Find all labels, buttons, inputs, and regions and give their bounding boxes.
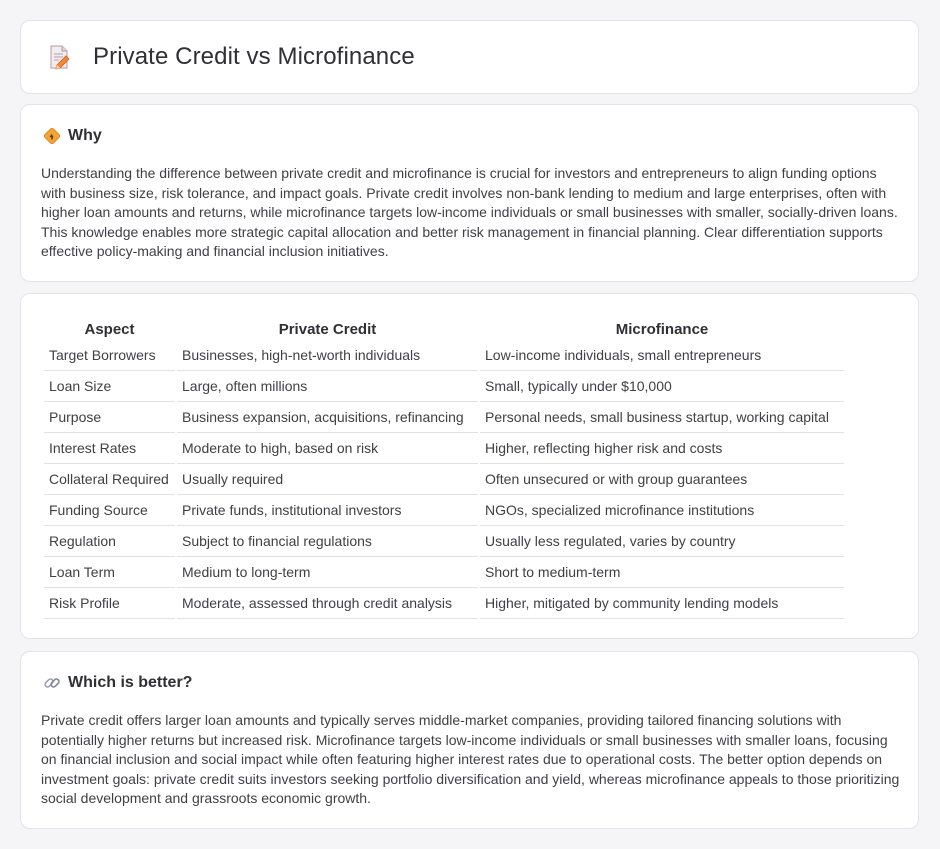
microfinance-cell: Low-income individuals, small entrepreneurs (480, 340, 844, 371)
page-title: Private Credit vs Microfinance (93, 43, 415, 70)
why-heading (43, 127, 102, 145)
column-header-aspect: Aspect (84, 321, 135, 338)
private-credit-cell: Medium to long-term (177, 557, 478, 588)
private-credit-cell: Large, often millions (177, 371, 478, 402)
private-credit-cell: Moderate to high, based on risk (177, 433, 478, 464)
microfinance-cell: Usually less regulated, varies by country (480, 526, 844, 557)
private-credit-cell: Business expansion, acquisitions, refinancing (177, 402, 478, 433)
aspect-cell: Collateral Required (44, 464, 175, 495)
private-credit-cell: Usually required (177, 464, 478, 495)
aspect-cell: Purpose (44, 402, 175, 433)
table-row (44, 402, 844, 433)
better-heading (43, 674, 192, 692)
table-row (44, 526, 844, 557)
private-credit-cell: Subject to financial regulations (177, 526, 478, 557)
aspect-cell: Target Borrowers (44, 340, 175, 371)
aspect-cell: Interest Rates (44, 433, 175, 464)
table-row (44, 371, 844, 402)
better-title: Which is better? (68, 674, 193, 691)
aspect-cell: Loan Term (44, 557, 175, 588)
header-card (20, 20, 919, 94)
which-is-better-section (20, 651, 919, 829)
microfinance-cell: Higher, reflecting higher risk and costs (480, 433, 844, 464)
table-row (44, 464, 844, 495)
why-title: Why (68, 127, 102, 144)
comparison-section (20, 293, 919, 639)
why-section (20, 104, 919, 282)
table-row (44, 557, 844, 588)
comparison-table (42, 316, 846, 619)
microfinance-cell: Small, typically under $10,000 (480, 371, 844, 402)
private-credit-cell: Businesses, high-net-worth individuals (177, 340, 478, 371)
microfinance-cell: Higher, mitigated by community lending models (480, 588, 844, 619)
table-row (44, 588, 844, 619)
microfinance-cell: Personal needs, small business startup, working capital (480, 402, 844, 433)
aspect-cell: Risk Profile (44, 588, 175, 619)
why-body: Understanding the difference between private credit and microfinance is crucial for investors and entrepreneurs to align funding options with business size, risk tolerance, and impact goals. Private credit involves non-bank lending to medium and large enterprises, often with higher loan amounts and returns, while microfinance targets low-income individuals or small businesses with smaller, socially-driven loans. This knowledge enables more strategic capital allocation and better risk management in financial planning. Clear differentiation supports effective policy-making and financial inclusion initiatives. (41, 165, 898, 260)
diamond-sign-icon (43, 127, 61, 145)
table-row (44, 340, 844, 371)
link-icon (43, 674, 61, 692)
title-row (47, 43, 415, 71)
aspect-cell: Loan Size (44, 371, 175, 402)
microfinance-cell: Often unsecured or with group guarantees (480, 464, 844, 495)
table-row (44, 433, 844, 464)
private-credit-cell: Moderate, assessed through credit analysis (177, 588, 478, 619)
private-credit-cell: Private funds, institutional investors (177, 495, 478, 526)
document-pencil-icon (47, 44, 71, 70)
microfinance-cell: NGOs, specialized microfinance institutions (480, 495, 844, 526)
column-header-private-credit: Private Credit (278, 321, 377, 338)
better-body: Private credit offers larger loan amounts and typically serves middle-market companies, providing tailored financing solutions with potentially higher returns but increased risk. Microfinance targets low-income individuals or small businesses with smaller loans, focusing on financial inclusion and social impact while often featuring higher interest rates due to operational costs. The better option depends on investment goals: private credit suits investors seeking portfolio diversification and yield, whereas microfinance appeals to those prioritizing social development and grassroots economic growth. (41, 712, 900, 807)
aspect-cell: Funding Source (44, 495, 175, 526)
table-row (44, 495, 844, 526)
table-header-row (44, 316, 844, 340)
microfinance-cell: Short to medium-term (480, 557, 844, 588)
aspect-cell: Regulation (44, 526, 175, 557)
column-header-microfinance: Microfinance (615, 321, 709, 338)
